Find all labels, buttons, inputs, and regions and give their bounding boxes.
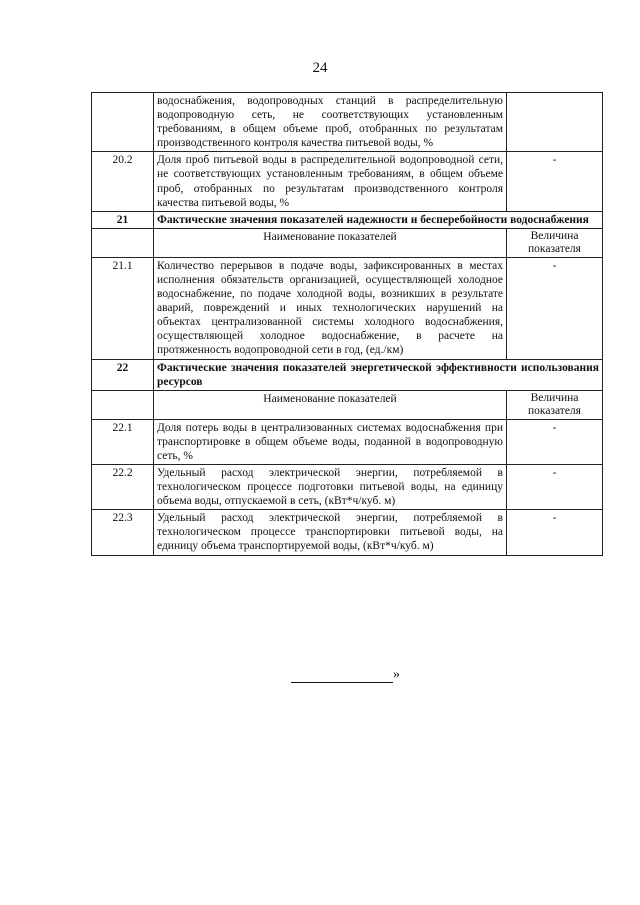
header-blank: [92, 390, 154, 419]
row-value: [507, 93, 603, 152]
column-header-name: Наименование показателей: [154, 390, 507, 419]
section-number: 22: [92, 359, 154, 390]
row-description: водоснабжения, водопроводных станций в распределительную водопроводную сеть, не соответствующих установленным требованиям, в общем объеме проб, отобранных по результатам производственного контроля качества питьевой воды, %: [154, 93, 507, 152]
header-row: [92, 390, 603, 419]
row-description: Доля проб питьевой воды в распределительной водопроводной сети, не соответствующих установленным требованиям, в общем объеме проб, отобранных по результатам производственного контроля качества питьевой воды, %: [154, 152, 507, 211]
closing-quote: »: [393, 667, 400, 682]
row-value: -: [507, 152, 603, 211]
row-description: Доля потерь воды в централизованных системах водоснабжения при транспортировке в общем объеме воды, поданной в водопроводную сеть, %: [154, 419, 507, 464]
table-row: [92, 152, 603, 211]
row-description: Удельный расход электрической энергии, потребляемой в технологическом процессе подготовки питьевой воды, на единицу объема воды, отпускаемой в сеть, (кВт*ч/куб. м): [154, 464, 507, 509]
column-header-value: Величина показателя: [507, 390, 603, 419]
section-row: [92, 211, 603, 228]
table-row: [92, 510, 603, 555]
row-number: 22.1: [92, 419, 154, 464]
row-number: 22.3: [92, 510, 154, 555]
row-value: -: [507, 257, 603, 359]
column-header-value: Величина показателя: [507, 228, 603, 257]
closing-underline: [291, 671, 393, 683]
section-title: Фактические значения показателей надежности и бесперебойности водоснабжения: [154, 211, 603, 228]
row-number: 22.2: [92, 464, 154, 509]
header-row: [92, 228, 603, 257]
row-number: 20.2: [92, 152, 154, 211]
row-number: [92, 93, 154, 152]
indicators-table: [91, 92, 603, 556]
section-number: 21: [92, 211, 154, 228]
row-description: Количество перерывов в подаче воды, зафиксированных в местах исполнения обязательств организацией, осуществляющей холодное водоснабжение, по подаче холодной воды, возникших в результате аварий, повреждений и иных технологических нарушений на объектах централизованной системы холодного водоснабжения, осуществляющей холодное водоснабжение, в расчете на протяженность водопроводной сети в год, (ед./км): [154, 257, 507, 359]
row-value: -: [507, 464, 603, 509]
table-row: [92, 464, 603, 509]
table-row: [92, 93, 603, 152]
column-header-name: Наименование показателей: [154, 228, 507, 257]
row-value: -: [507, 510, 603, 555]
closing-mark: [291, 667, 400, 683]
header-blank: [92, 228, 154, 257]
section-title: Фактические значения показателей энергетической эффективности использования ресурсов: [154, 359, 603, 390]
row-number: 21.1: [92, 257, 154, 359]
row-value: -: [507, 419, 603, 464]
row-description: Удельный расход электрической энергии, потребляемой в технологическом процессе транспортировки питьевой воды, на единицу объема транспортируемой воды, (кВт*ч/куб. м): [154, 510, 507, 555]
table-row: [92, 257, 603, 359]
table-row: [92, 419, 603, 464]
page-number: 24: [312, 60, 328, 76]
section-row: [92, 359, 603, 390]
